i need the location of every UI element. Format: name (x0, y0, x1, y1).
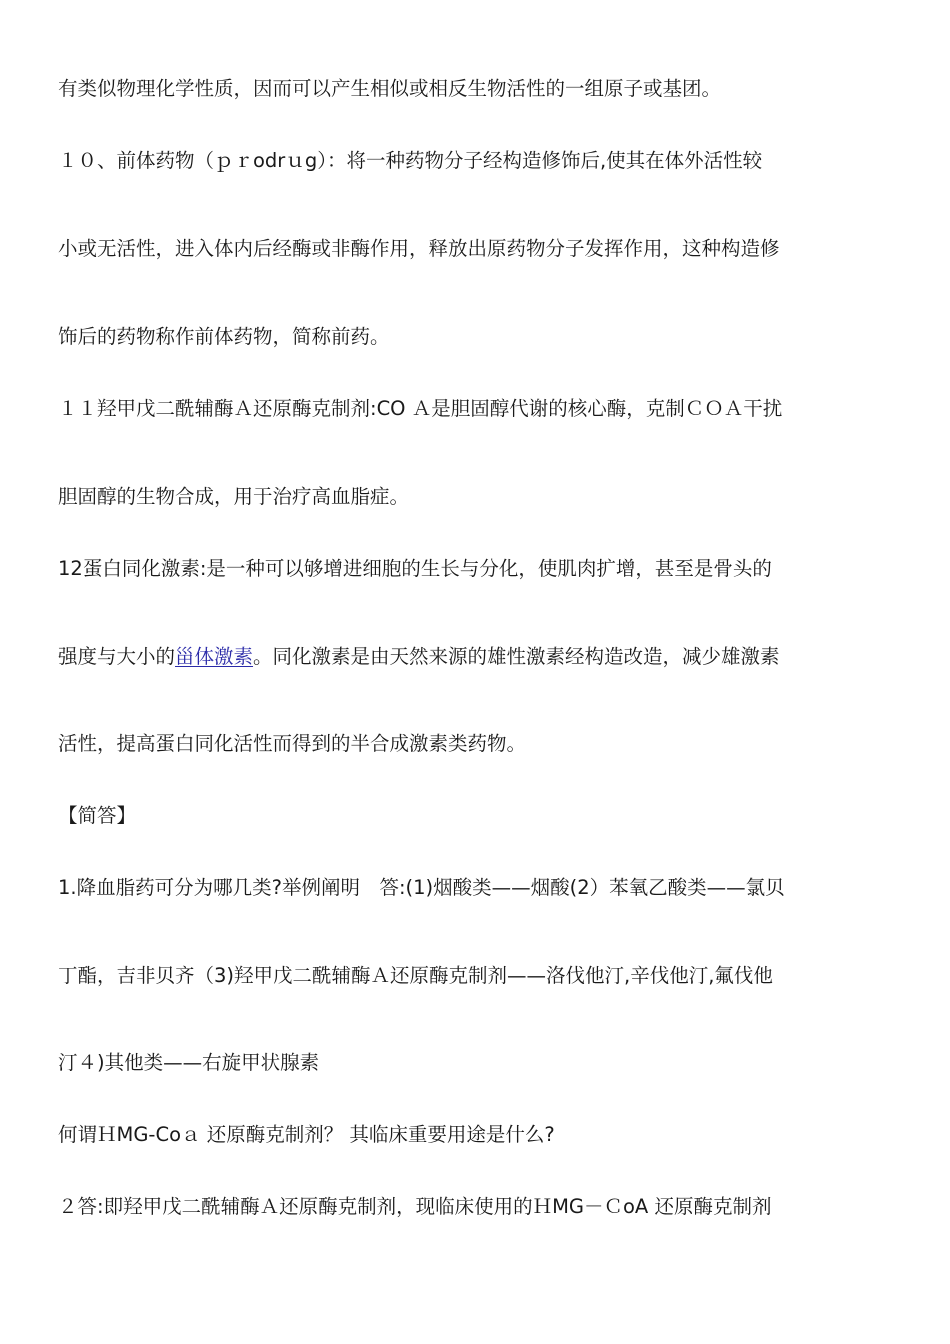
text-line: 小或无活性，进入体内后经酶或非酶作用，释放出原药物分子发挥作用，这种构造修 (58, 237, 780, 260)
text-line: １１羟甲戊二酰辅酶Ａ还原酶克制剂:CO Ａ是胆固醇代谢的核心酶，克制ＣＯＡ干扰 (58, 397, 783, 420)
text-line: 12蛋白同化激素:是一种可以够增进细胞的生长与分化，使肌肉扩增，甚至是骨头的 (58, 557, 772, 580)
text-line: 活性，提高蛋白同化活性而得到的半合成激素类药物。 (58, 732, 527, 755)
text-line: ２答:即羟甲戊二酰辅酶Ａ还原酶克制剂，现临床使用的ＨMG－ＣoA 还原酶克制剂 (58, 1195, 772, 1218)
text-line (58, 642, 900, 672)
text-segment: 强度与大小的 (58, 645, 176, 668)
text-line: 汀４)其他类——右旋甲状腺素 (58, 1051, 320, 1074)
text-segment: 。同化激素是由天然来源的雄性激素经构造改造，减少雄激素 (253, 645, 780, 668)
text-line: 饰后的药物称作前体药物，简称前药。 (58, 325, 390, 348)
section-heading: 【简答】 (58, 804, 137, 827)
text-line: 丁酯，吉非贝齐（3)羟甲戊二酰辅酶Ａ还原酶克制剂——洛伐他汀,辛伐他汀,氟伐他 (58, 964, 773, 987)
text-line: 胆固醇的生物合成，用于治疗高血脂症。 (58, 485, 410, 508)
text-line: 有类似物理化学性质，因而可以产生相似或相反生物活性的一组原子或基团。 (58, 77, 722, 100)
steroid-hormone-link[interactable]: 甾体激素 (175, 645, 254, 668)
text-line: １０、前体药物（ｐｒodrｕg）：将一种药物分子经构造修饰后,使其在体外活性较 (58, 149, 763, 172)
text-line: 何谓ＨMG-Coａ 还原酶克制剂？ 其临床重要用途是什么? (58, 1123, 555, 1146)
text-line: 1.降血脂药可分为哪几类?举例阐明 答:(1)烟酸类——烟酸(2）苯氧乙酸类——氯贝 (58, 876, 785, 899)
